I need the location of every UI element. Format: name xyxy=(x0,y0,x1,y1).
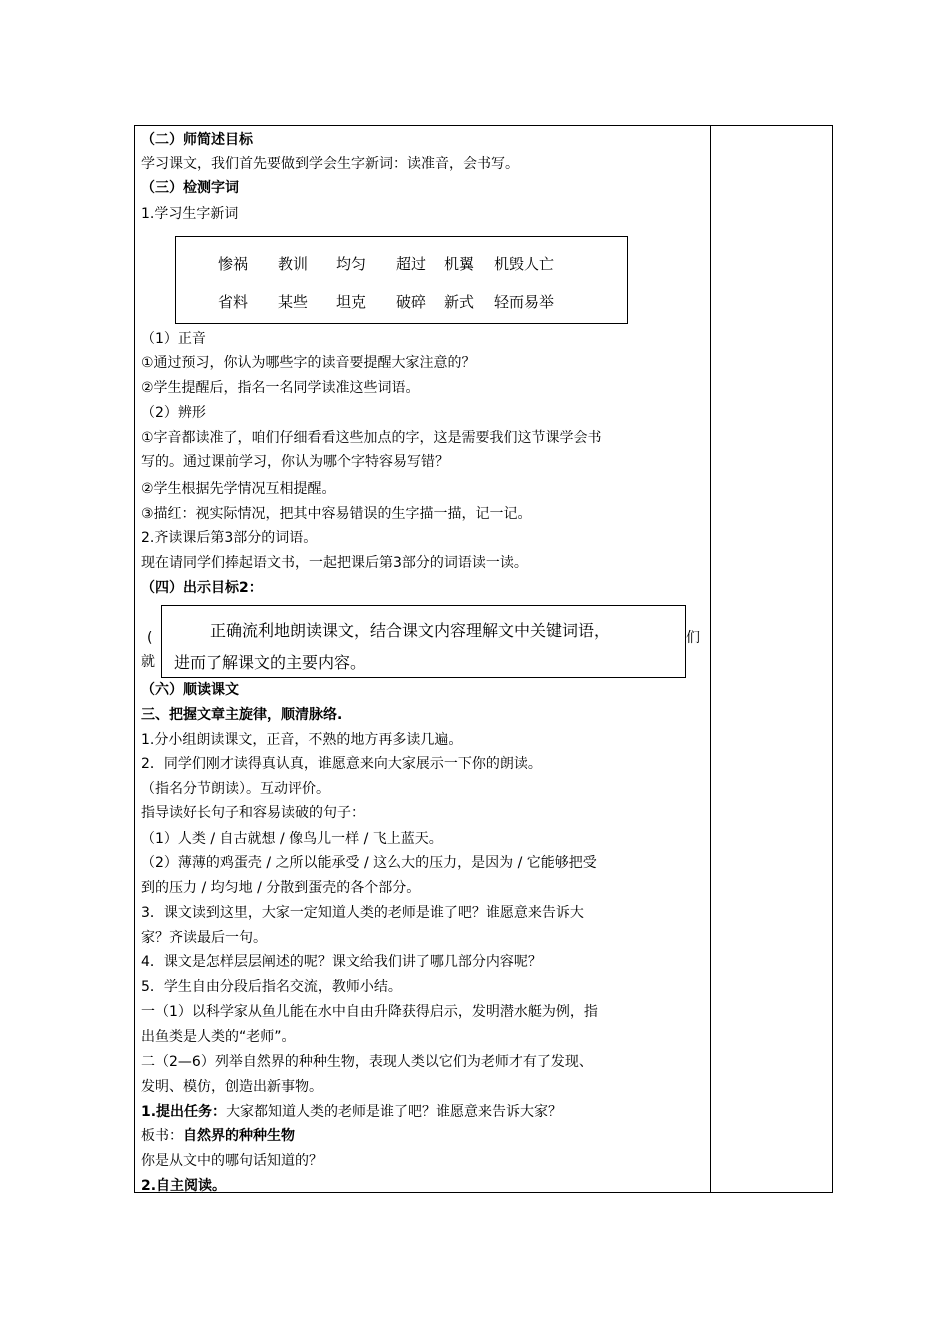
vocab-word: 新式 xyxy=(444,293,475,311)
lesson-plan-table xyxy=(134,125,833,1193)
vocabulary-box xyxy=(175,236,628,324)
board-text: 自然界的种种生物 xyxy=(183,1128,295,1144)
text-line: ②学生根据先学情况互相提醒。 xyxy=(141,481,336,497)
text-line: 你是从文中的哪句话知道的？ xyxy=(141,1153,323,1169)
section-heading: （四）出示目标2： xyxy=(141,580,263,596)
text-fragment: ( xyxy=(147,630,153,646)
text-line: 2.齐读课后第3部分的词语。 xyxy=(141,530,318,546)
task-text: 大家都知道人类的老师是谁了吧？谁愿意来告诉大家？ xyxy=(226,1104,563,1120)
learning-goal-box xyxy=(161,605,686,678)
vocab-word: 超过 xyxy=(396,255,427,273)
text-line: 现在请同学们捧起语文书，一起把课后第3部分的词语读一读。 xyxy=(141,555,528,571)
goal-text: 进而了解课文的主要内容。 xyxy=(174,653,367,672)
text-line: 学习课文，我们首先要做到学会生字新词：读准音，会书写。 xyxy=(141,156,519,172)
vocab-word: 省料 xyxy=(218,293,249,311)
vocab-word: 机翼 xyxy=(444,255,475,273)
text-line xyxy=(141,1126,295,1146)
text-line: 写的。通过课前学习，你认为哪个字特容易写错？ xyxy=(141,454,449,470)
text-fragment: 们 xyxy=(686,630,700,646)
vocab-word: 轻而易举 xyxy=(494,293,555,311)
text-line: 家？齐读最后一句。 xyxy=(141,930,267,946)
text-line: ②学生提醒后，指名一名同学读准这些词语。 xyxy=(141,380,420,396)
text-line: （2）薄薄的鸡蛋壳 / 之所以能承受 / 这么大的压力，是因为 / 它能够把受 xyxy=(141,855,597,871)
text-line: 发明、模仿，创造出新事物。 xyxy=(141,1079,323,1095)
text-line: （1）正音 xyxy=(141,331,206,347)
text-line: （1）人类 / 自古就想 / 像鸟儿一样 / 飞上蓝天。 xyxy=(141,831,443,847)
vocab-word: 惨祸 xyxy=(218,255,249,273)
vocab-word: 教训 xyxy=(278,255,309,273)
goal-text: 正确流利地朗读课文，结合课文内容理解文中关键词语， xyxy=(210,621,611,640)
text-line: 2．同学们刚才读得真认真，谁愿意来向大家展示一下你的朗读。 xyxy=(141,756,542,772)
text-line: 1.分小组朗读课文，正音，不熟的地方再多读几遍。 xyxy=(141,732,463,748)
text-line: ①字音都读准了，咱们仔细看看这些加点的字，这是需要我们这节课学会书 xyxy=(141,430,602,446)
vocab-word: 均匀 xyxy=(336,255,367,273)
text-line: 二（2—6）列举自然界的种种生物，表现人类以它们为老师才有了发现、 xyxy=(141,1054,593,1070)
text-line: 4．课文是怎样层层阐述的呢？课文给我们讲了哪几部分内容呢？ xyxy=(141,954,542,970)
text-fragment: 就 xyxy=(141,654,155,670)
vocab-word: 机毁人亡 xyxy=(494,255,555,273)
text-line: 3．课文读到这里，大家一定知道人类的老师是谁了吧？谁愿意来告诉大 xyxy=(141,905,584,921)
text-line: 1.学习生字新词 xyxy=(141,206,239,222)
text-line: ①通过预习，你认为哪些字的读音要提醒大家注意的？ xyxy=(141,355,476,371)
board-label: 板书： xyxy=(141,1128,183,1144)
text-line xyxy=(141,1102,562,1122)
section-heading: （三）检测字词 xyxy=(141,180,239,196)
column-divider xyxy=(710,126,711,1192)
vocab-word: 某些 xyxy=(278,293,309,311)
task-label: 1.提出任务： xyxy=(141,1104,227,1120)
vocab-word: 破碎 xyxy=(396,293,427,311)
section-heading: （二）师简述目标 xyxy=(141,132,253,148)
text-line: （2）辨形 xyxy=(141,405,206,421)
section-heading: （六）顺读课文 xyxy=(141,682,239,698)
section-heading: 2.自主阅读。 xyxy=(141,1178,227,1194)
text-line: 出鱼类是人类的“老师”。 xyxy=(141,1029,296,1045)
vocab-word: 坦克 xyxy=(336,293,367,311)
text-line: ③描红：视实际情况，把其中容易错误的生字描一描，记一记。 xyxy=(141,506,532,522)
text-line: 到的压力 / 均匀地 / 分散到蛋壳的各个部分。 xyxy=(141,880,421,896)
text-line: 指导读好长句子和容易读破的句子： xyxy=(141,805,365,821)
section-heading: 三、把握文章主旋律，顺清脉络. xyxy=(141,707,343,723)
text-line: 一（1）以科学家从鱼儿能在水中自由升降获得启示，发明潜水艇为例，指 xyxy=(141,1004,598,1020)
text-line: 5．学生自由分段后指名交流，教师小结。 xyxy=(141,979,402,995)
text-line: （指名分节朗读）。互动评价。 xyxy=(141,781,330,797)
